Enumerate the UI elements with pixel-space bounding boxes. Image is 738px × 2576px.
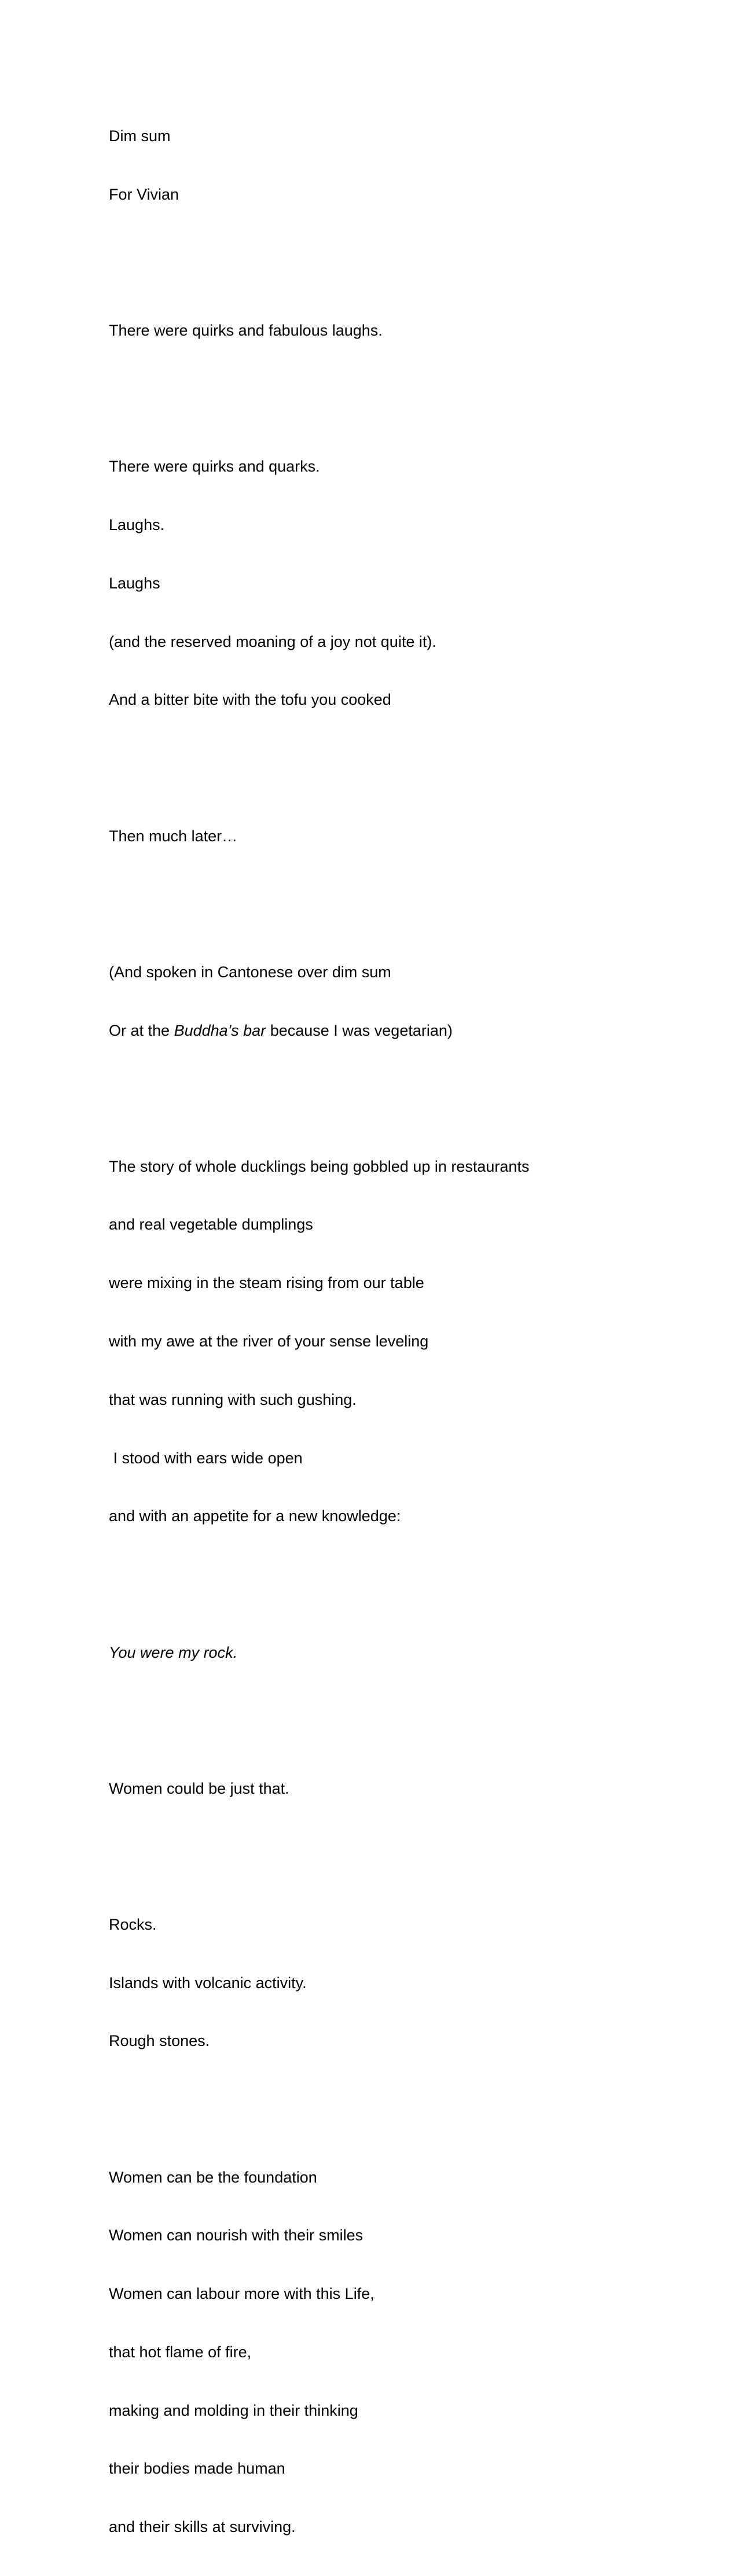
poem-line: Rough stones.	[109, 2032, 210, 2050]
poem-line: Women can labour more with this Life,	[109, 2285, 374, 2303]
poem-line: and with an appetite for a new knowledge:	[109, 1507, 401, 1525]
poem-line: Then much later…	[109, 827, 238, 845]
poem-line: Rocks.	[109, 1915, 157, 1933]
poem-dedication: For Vivian	[109, 185, 179, 203]
poem-line: and real vegetable dumplings	[109, 1216, 313, 1234]
poem-line: There were quirks and fabulous laughs.	[109, 322, 383, 340]
stanza-break	[109, 885, 688, 904]
poem-body	[109, 88, 688, 2576]
stanza-break	[109, 749, 688, 768]
poem-line: (and the reserved moaning of a joy not quite it).	[109, 632, 436, 650]
poem-line: Women can be the foundation	[109, 2168, 317, 2186]
poem-line: Laughs.	[109, 516, 165, 534]
poem-line: I stood with ears wide open	[109, 1449, 303, 1467]
poem-title: Dim sum	[109, 127, 171, 145]
italic-phrase: Buddha’s bar	[174, 1021, 266, 1039]
poem-line: Islands with volcanic activity.	[109, 1974, 307, 1992]
poem-line: were mixing in the steam rising from our table	[109, 1274, 424, 1292]
poem-line: And a bitter bite with the tofu you cooked	[109, 691, 391, 709]
stanza-break	[109, 1837, 688, 1857]
poem-line-italic: You were my rock.	[109, 1643, 238, 1661]
poem-line: Laughs	[109, 574, 160, 592]
stanza-break	[109, 1565, 688, 1585]
poem-line: with my awe at the river of your sense leveling	[109, 1333, 429, 1350]
stanza-break	[109, 380, 688, 399]
poem-line: Women can nourish with their smiles	[109, 2227, 364, 2244]
poem-line: making and molding in their thinking	[109, 2401, 358, 2419]
line-prefix: Or at the	[109, 1021, 174, 1039]
poem-line: and their skills at surviving.	[109, 2518, 296, 2536]
poem-line: that hot flame of fire,	[109, 2343, 252, 2361]
poem-line: (And spoken in Cantonese over dim sum	[109, 963, 391, 981]
poem-line	[109, 1021, 688, 1041]
line-suffix: because I was vegetarian)	[266, 1021, 453, 1039]
stanza-break	[109, 244, 688, 263]
poem-line: their bodies made human	[109, 2460, 285, 2478]
poem-line: The story of whole ducklings being gobbled up in restaurants	[109, 1157, 530, 1175]
poem-line: There were quirks and quarks.	[109, 458, 320, 476]
stanza-break	[109, 2090, 688, 2110]
stanza-break	[109, 1701, 688, 1721]
poem-line: that was running with such gushing.	[109, 1390, 357, 1408]
poem-line: Women could be just that.	[109, 1779, 289, 1797]
stanza-break	[109, 1079, 688, 1099]
